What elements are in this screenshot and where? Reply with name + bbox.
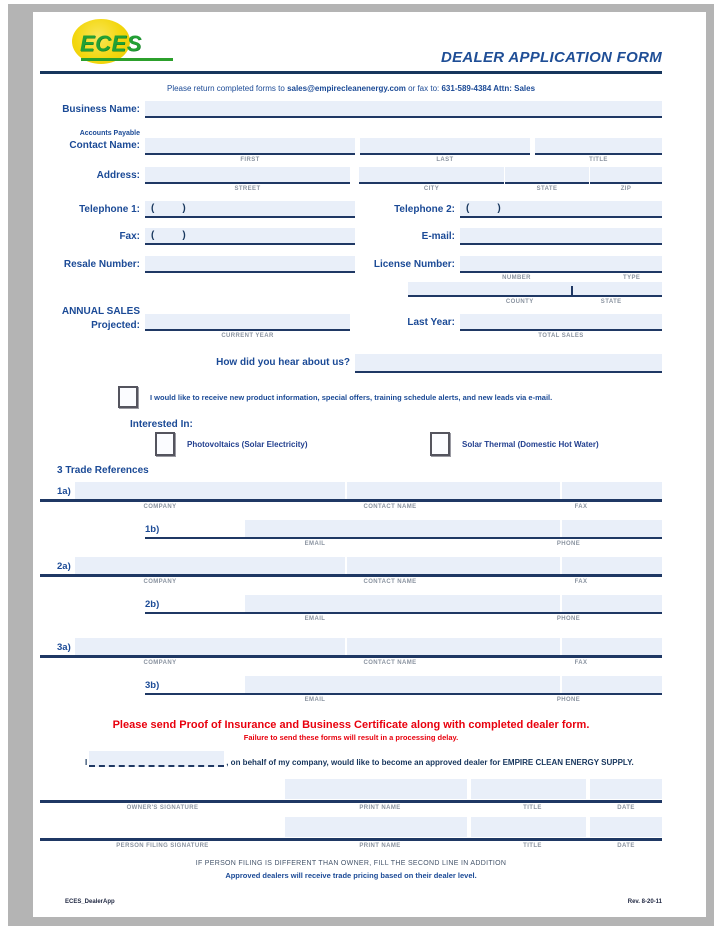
ref-1a-contact-field[interactable]	[347, 482, 560, 499]
sub-number: NUMBER	[502, 275, 531, 281]
sub-title: TITLE	[589, 157, 608, 163]
newsletter-text: I would like to receive new product information, special offers, training schedule alerts, and new leads via e-mail.	[150, 392, 553, 402]
newsletter-checkbox[interactable]	[118, 386, 138, 408]
sub-date: DATE	[617, 843, 635, 849]
statement-company: EMPIRE CLEAN ENERGY SUPPLY.	[502, 758, 634, 767]
last-year-cell	[460, 314, 662, 340]
last-year-field[interactable]	[460, 314, 662, 331]
telephone-row	[40, 201, 662, 220]
option-solar-thermal	[430, 432, 599, 456]
photovoltaics-label: Photovoltaics (Solar Electricity)	[187, 439, 308, 449]
fax-label: Fax:	[119, 231, 140, 242]
gray-frame	[8, 4, 714, 926]
sub-company: COMPANY	[143, 579, 177, 585]
sub-type: TYPE	[623, 275, 641, 281]
instruction-pre: Please return completed forms to	[166, 84, 285, 93]
instruction-mid: or fax to:	[408, 84, 440, 93]
owner-signature-subs	[40, 803, 662, 811]
ref-2b-phone-field[interactable]	[562, 595, 662, 612]
ref-3a-company-field[interactable]	[75, 638, 345, 655]
ref-1b-phone-field[interactable]	[562, 520, 662, 537]
sub-company: COMPANY	[143, 504, 177, 510]
footer-doc-id: ECES_DealerApp	[65, 899, 115, 905]
trade-ref-subs-3b	[145, 695, 662, 703]
trade-ref-subs-2a	[40, 577, 662, 585]
telephone2-paren-open: (	[466, 203, 470, 214]
form-header	[33, 18, 706, 70]
license-county-field[interactable]	[408, 282, 662, 297]
trade-ref-label-2a: 2a)	[57, 561, 71, 572]
address-city-cell	[359, 167, 504, 193]
filer-title-field[interactable]	[471, 817, 586, 837]
license-subrow-2	[408, 297, 662, 306]
fax-email-row	[40, 228, 662, 247]
sub-person-filing-signature: PERSON FILING SIGNATURE	[116, 843, 209, 849]
sub-current-year: CURRENT YEAR	[221, 333, 274, 339]
sub-license-state: STATE	[600, 299, 622, 305]
telephone1-cell	[145, 201, 355, 218]
contact-last-field[interactable]	[360, 138, 530, 155]
ref-1b-email-field[interactable]	[245, 520, 560, 537]
trade-ref-row-2b	[145, 595, 662, 614]
county-state-divider	[571, 286, 573, 295]
projected-cell	[145, 314, 350, 340]
fax-paren-close: )	[182, 230, 186, 241]
sub-email: EMAIL	[304, 616, 326, 622]
fax-paren-open: (	[151, 230, 155, 241]
sub-company: COMPANY	[143, 660, 177, 666]
logo-underline-bar	[81, 58, 173, 61]
trade-ref-subs-1b	[145, 539, 662, 547]
trade-ref-label-3b: 3b)	[145, 680, 160, 691]
sub-contact-name: CONTACT NAME	[363, 504, 417, 510]
owner-title-field[interactable]	[471, 779, 586, 799]
sub-contact-name: CONTACT NAME	[363, 660, 417, 666]
business-name-cell	[145, 101, 662, 118]
newsletter-row	[118, 386, 662, 408]
email-field[interactable]	[460, 228, 662, 245]
sub-email: EMAIL	[304, 697, 326, 703]
ref-3a-contact-field[interactable]	[347, 638, 560, 655]
resale-field[interactable]	[145, 256, 355, 273]
statement-name-field[interactable]	[89, 751, 224, 767]
trade-ref-label-2b: 2b)	[145, 599, 160, 610]
fax-cell	[145, 228, 355, 245]
owner-print-name-field[interactable]	[285, 779, 467, 799]
trade-references-heading: 3 Trade References	[57, 465, 149, 476]
projected-field[interactable]	[145, 314, 350, 331]
page-title: DEALER APPLICATION FORM	[440, 49, 662, 66]
hear-about-label: How did you hear about us?	[216, 357, 350, 368]
sub-total-sales: TOTAL SALES	[538, 333, 584, 339]
address-zip-field[interactable]	[590, 167, 662, 184]
sub-contact-name: CONTACT NAME	[363, 579, 417, 585]
sub-state: STATE	[536, 186, 558, 192]
contact-name-label: Contact Name:	[69, 140, 140, 151]
processing-delay-notice: Failure to send these forms will result in a processing delay.	[243, 733, 459, 742]
sub-phone: PHONE	[556, 697, 581, 703]
contact-name-labels	[40, 130, 140, 153]
trade-ref-label-1a: 1a)	[57, 486, 71, 497]
solar-thermal-checkbox[interactable]	[430, 432, 450, 456]
sub-owners-signature: OWNER'S SIGNATURE	[126, 805, 199, 811]
sub-date: DATE	[617, 805, 635, 811]
owner-signature-fills	[40, 779, 662, 799]
ref-3a-fax-field[interactable]	[562, 638, 662, 655]
sub-print-name: PRINT NAME	[359, 843, 401, 849]
solar-thermal-label: Solar Thermal (Domestic Hot Water)	[462, 439, 599, 449]
address-state-field[interactable]	[505, 167, 589, 184]
option-photovoltaics	[155, 432, 430, 456]
telephone1-paren-open: (	[151, 203, 155, 214]
contact-last-cell	[360, 138, 530, 164]
address-row	[40, 167, 662, 193]
trade-ref-label-3a: 3a)	[57, 642, 71, 653]
resale-cell	[145, 256, 355, 273]
telephone1-paren-close: )	[182, 203, 186, 214]
annual-sales-row	[40, 306, 662, 340]
ref-1a-fax-field[interactable]	[562, 482, 662, 499]
hear-about-row	[40, 354, 662, 373]
sub-city: CITY	[423, 186, 440, 192]
footer-revision: Rev. 8-20-11	[627, 899, 662, 905]
page-footer	[40, 899, 662, 905]
instruction-email: sales@empirecleanenergy.com	[287, 84, 406, 93]
license-label: License Number:	[373, 259, 455, 270]
trade-ref-subs-1a	[40, 502, 662, 510]
trade-ref-row-3b	[145, 676, 662, 695]
accounts-payable-note: Accounts Payable	[79, 130, 140, 137]
telephone2-field[interactable]	[460, 201, 662, 218]
trade-ref-label-1b: 1b)	[145, 524, 160, 535]
hear-about-cell	[355, 354, 662, 373]
contact-first-cell	[145, 138, 355, 164]
sub-phone: PHONE	[556, 616, 581, 622]
ref-2a-company-field[interactable]	[75, 557, 345, 574]
statement-prefix: I	[85, 758, 88, 767]
address-street-field[interactable]	[145, 167, 350, 184]
photovoltaics-checkbox[interactable]	[155, 432, 175, 456]
statement-body: , on behalf of my company, would like to become an approved dealer for	[226, 758, 501, 767]
fax-field[interactable]	[145, 228, 355, 245]
insurance-notice: Please send Proof of Insurance and Business Certificate along with completed dealer form.	[112, 719, 590, 731]
resale-license-row	[40, 256, 662, 306]
company-logo	[40, 18, 190, 70]
filing-note: IF PERSON FILING IS DIFFERENT THAN OWNER, FILL THE SECOND LINE IN ADDITION	[195, 860, 507, 867]
contact-title-field[interactable]	[535, 138, 662, 155]
dealer-statement	[85, 751, 662, 767]
contact-name-row	[40, 130, 662, 164]
business-name-field[interactable]	[145, 101, 662, 118]
ref-1a-company-field[interactable]	[75, 482, 345, 499]
telephone2-label: Telephone 2:	[394, 204, 455, 215]
email-cell	[460, 228, 662, 245]
sub-print-name: PRINT NAME	[359, 805, 401, 811]
owner-date-field[interactable]	[590, 779, 662, 799]
ref-2a-fax-field[interactable]	[562, 557, 662, 574]
pricing-note: Approved dealers will receive trade pricing based on their dealer level.	[225, 871, 477, 880]
sub-first: FIRST	[240, 157, 260, 163]
address-label: Address:	[96, 170, 140, 181]
telephone1-field[interactable]	[145, 201, 355, 218]
document-page	[33, 12, 706, 917]
ref-2b-email-field[interactable]	[245, 595, 560, 612]
address-zip-cell	[590, 167, 662, 193]
telephone2-cell	[460, 201, 662, 218]
trade-ref-row-1a	[40, 482, 662, 502]
telephone1-label: Telephone 1:	[79, 204, 140, 215]
sub-email: EMAIL	[304, 541, 326, 547]
contact-title-cell	[535, 138, 662, 164]
interested-heading: Interested In:	[130, 419, 193, 430]
ref-2a-contact-field[interactable]	[347, 557, 560, 574]
sub-last: LAST	[436, 157, 454, 163]
form-body	[33, 74, 706, 917]
business-name-label: Business Name:	[62, 104, 140, 115]
sub-sig-title: TITLE	[523, 805, 542, 811]
interested-options	[155, 432, 662, 456]
trade-ref-row-1b	[145, 520, 662, 539]
address-city-field[interactable]	[359, 167, 504, 184]
sub-county: COUNTY	[505, 299, 534, 305]
logo-wordmark: ECES	[80, 31, 142, 56]
filer-date-field[interactable]	[590, 817, 662, 837]
trade-ref-row-2a	[40, 557, 662, 577]
address-street-cell	[145, 167, 350, 193]
sub-fax: FAX	[574, 504, 588, 510]
address-state-cell	[505, 167, 589, 193]
sub-fax: FAX	[574, 579, 588, 585]
trade-ref-row-3a	[40, 638, 662, 658]
sub-zip: ZIP	[620, 186, 632, 192]
return-instruction	[40, 84, 662, 93]
resale-label: Resale Number:	[63, 259, 140, 270]
license-block	[460, 256, 662, 306]
ref-3b-email-field[interactable]	[245, 676, 560, 693]
sub-street: STREET	[234, 186, 261, 192]
email-label: E-mail:	[421, 231, 455, 242]
annual-sales-label: ANNUAL SALES	[61, 306, 140, 317]
hear-about-field[interactable]	[355, 354, 662, 373]
business-name-row	[40, 101, 662, 120]
filer-signature-subs	[40, 841, 662, 849]
annual-sales-labels	[40, 305, 140, 333]
projected-label: Projected:	[91, 320, 140, 331]
sub-fax: FAX	[574, 660, 588, 666]
contact-first-field[interactable]	[145, 138, 355, 155]
license-subrow-1	[460, 273, 662, 282]
license-number-field[interactable]	[460, 256, 662, 273]
last-year-label: Last Year:	[407, 317, 455, 328]
instruction-fax: 631-589-4384 Attn: Sales	[441, 84, 536, 93]
ref-3b-phone-field[interactable]	[562, 676, 662, 693]
filer-print-name-field[interactable]	[285, 817, 467, 837]
sub-phone: PHONE	[556, 541, 581, 547]
trade-ref-subs-2b	[145, 614, 662, 622]
trade-ref-subs-3a	[40, 658, 662, 666]
sub-sig-title: TITLE	[523, 843, 542, 849]
license-county-state	[408, 282, 662, 306]
filer-signature-fills	[40, 817, 662, 837]
telephone2-paren-close: )	[497, 203, 501, 214]
